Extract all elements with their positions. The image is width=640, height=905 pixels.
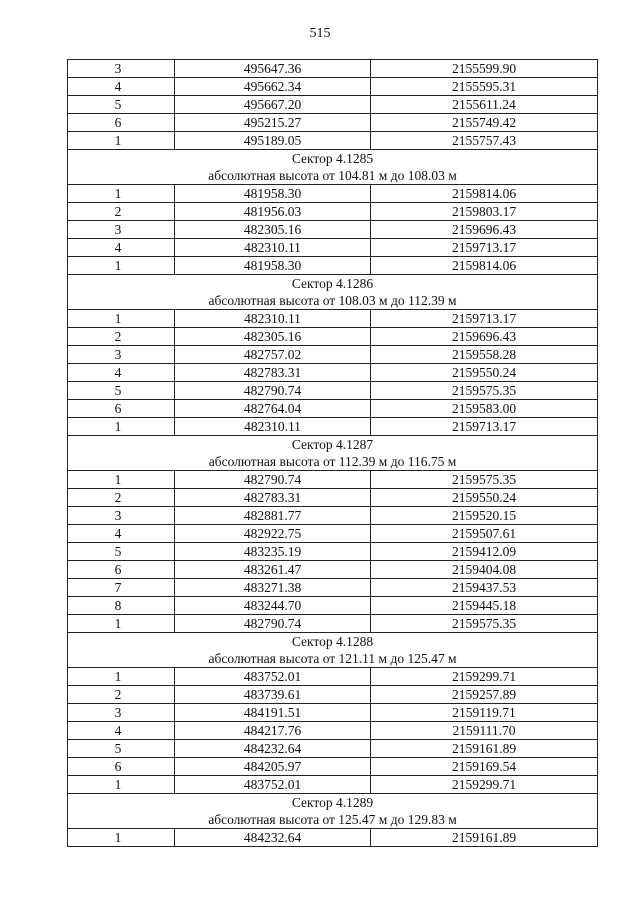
y-coordinate-cell: 2159169.54	[371, 758, 598, 776]
point-number-cell: 4	[68, 78, 175, 96]
point-number-cell: 4	[68, 722, 175, 740]
x-coordinate-cell: 483739.61	[175, 686, 371, 704]
x-coordinate-cell: 481956.03	[175, 203, 371, 221]
sector-altitude: абсолютная высота от 112.39 м до 116.75 м	[68, 453, 598, 471]
table-row	[68, 382, 598, 400]
x-coordinate-cell: 481958.30	[175, 185, 371, 203]
sector-title-row	[68, 275, 598, 293]
x-coordinate-cell: 484232.64	[175, 740, 371, 758]
y-coordinate-cell: 2159575.35	[371, 382, 598, 400]
table-row	[68, 203, 598, 221]
sector-altitude-row	[68, 292, 598, 310]
y-coordinate-cell: 2159696.43	[371, 221, 598, 239]
table-row	[68, 132, 598, 150]
x-coordinate-cell: 482790.74	[175, 615, 371, 633]
point-number-cell: 7	[68, 579, 175, 597]
y-coordinate-cell: 2159814.06	[371, 185, 598, 203]
y-coordinate-cell: 2159445.18	[371, 597, 598, 615]
table-row	[68, 60, 598, 78]
sector-title: Сектор 4.1289	[68, 794, 598, 812]
sector-title: Сектор 4.1287	[68, 436, 598, 454]
table-row	[68, 525, 598, 543]
point-number-cell: 6	[68, 114, 175, 132]
point-number-cell: 3	[68, 221, 175, 239]
sector-title-row	[68, 794, 598, 812]
table-row	[68, 668, 598, 686]
sector-title: Сектор 4.1285	[68, 150, 598, 168]
point-number-cell: 2	[68, 686, 175, 704]
x-coordinate-cell: 484205.97	[175, 758, 371, 776]
table-row	[68, 418, 598, 436]
table-row	[68, 221, 598, 239]
x-coordinate-cell: 483244.70	[175, 597, 371, 615]
table-row	[68, 78, 598, 96]
x-coordinate-cell: 483752.01	[175, 776, 371, 794]
y-coordinate-cell: 2159803.17	[371, 203, 598, 221]
y-coordinate-cell: 2155599.90	[371, 60, 598, 78]
point-number-cell: 4	[68, 239, 175, 257]
table-row	[68, 507, 598, 525]
table-row	[68, 346, 598, 364]
point-number-cell: 1	[68, 257, 175, 275]
x-coordinate-cell: 482757.02	[175, 346, 371, 364]
point-number-cell: 1	[68, 418, 175, 436]
point-number-cell: 5	[68, 382, 175, 400]
x-coordinate-cell: 482881.77	[175, 507, 371, 525]
x-coordinate-cell: 495189.05	[175, 132, 371, 150]
y-coordinate-cell: 2159161.89	[371, 740, 598, 758]
x-coordinate-cell: 484191.51	[175, 704, 371, 722]
coordinates-table-body	[68, 60, 598, 847]
point-number-cell: 1	[68, 668, 175, 686]
table-row	[68, 96, 598, 114]
table-row	[68, 310, 598, 328]
x-coordinate-cell: 484217.76	[175, 722, 371, 740]
table-row	[68, 704, 598, 722]
x-coordinate-cell: 482790.74	[175, 471, 371, 489]
table-row	[68, 185, 598, 203]
point-number-cell: 6	[68, 400, 175, 418]
y-coordinate-cell: 2159111.70	[371, 722, 598, 740]
sector-altitude-row	[68, 650, 598, 668]
x-coordinate-cell: 482783.31	[175, 489, 371, 507]
y-coordinate-cell: 2159814.06	[371, 257, 598, 275]
point-number-cell: 5	[68, 96, 175, 114]
sector-altitude: абсолютная высота от 108.03 м до 112.39 м	[68, 292, 598, 310]
table-row	[68, 543, 598, 561]
x-coordinate-cell: 483271.38	[175, 579, 371, 597]
x-coordinate-cell: 483261.47	[175, 561, 371, 579]
page-number: 515	[309, 26, 331, 41]
table-row	[68, 489, 598, 507]
point-number-cell: 1	[68, 132, 175, 150]
point-number-cell: 3	[68, 704, 175, 722]
point-number-cell: 5	[68, 740, 175, 758]
y-coordinate-cell: 2155611.24	[371, 96, 598, 114]
y-coordinate-cell: 2159257.89	[371, 686, 598, 704]
point-number-cell: 1	[68, 829, 175, 847]
sector-title: Сектор 4.1286	[68, 275, 598, 293]
y-coordinate-cell: 2159299.71	[371, 668, 598, 686]
point-number-cell: 1	[68, 776, 175, 794]
x-coordinate-cell: 482305.16	[175, 221, 371, 239]
x-coordinate-cell: 483235.19	[175, 543, 371, 561]
x-coordinate-cell: 482922.75	[175, 525, 371, 543]
point-number-cell: 2	[68, 328, 175, 346]
x-coordinate-cell: 482310.11	[175, 418, 371, 436]
table-row	[68, 114, 598, 132]
y-coordinate-cell: 2155757.43	[371, 132, 598, 150]
y-coordinate-cell: 2155595.31	[371, 78, 598, 96]
table-row	[68, 829, 598, 847]
table-row	[68, 758, 598, 776]
y-coordinate-cell: 2159713.17	[371, 418, 598, 436]
table-row	[68, 686, 598, 704]
y-coordinate-cell: 2159507.61	[371, 525, 598, 543]
table-row	[68, 722, 598, 740]
y-coordinate-cell: 2159520.15	[371, 507, 598, 525]
x-coordinate-cell: 495647.36	[175, 60, 371, 78]
y-coordinate-cell: 2159550.24	[371, 364, 598, 382]
table-row	[68, 239, 598, 257]
x-coordinate-cell: 482783.31	[175, 364, 371, 382]
y-coordinate-cell: 2159696.43	[371, 328, 598, 346]
point-number-cell: 4	[68, 364, 175, 382]
table-row	[68, 597, 598, 615]
point-number-cell: 5	[68, 543, 175, 561]
point-number-cell: 6	[68, 561, 175, 579]
point-number-cell: 6	[68, 758, 175, 776]
point-number-cell: 1	[68, 471, 175, 489]
y-coordinate-cell: 2159558.28	[371, 346, 598, 364]
x-coordinate-cell: 481958.30	[175, 257, 371, 275]
sector-altitude: абсолютная высота от 121.11 м до 125.47 м	[68, 650, 598, 668]
y-coordinate-cell: 2159119.71	[371, 704, 598, 722]
x-coordinate-cell: 482790.74	[175, 382, 371, 400]
point-number-cell: 2	[68, 203, 175, 221]
x-coordinate-cell: 482310.11	[175, 310, 371, 328]
y-coordinate-cell: 2159575.35	[371, 471, 598, 489]
point-number-cell: 8	[68, 597, 175, 615]
point-number-cell: 3	[68, 507, 175, 525]
point-number-cell: 1	[68, 185, 175, 203]
x-coordinate-cell: 495662.34	[175, 78, 371, 96]
sector-title-row	[68, 150, 598, 168]
sector-altitude-row	[68, 167, 598, 185]
x-coordinate-cell: 482764.04	[175, 400, 371, 418]
y-coordinate-cell: 2155749.42	[371, 114, 598, 132]
sector-altitude: абсолютная высота от 104.81 м до 108.03 м	[68, 167, 598, 185]
y-coordinate-cell: 2159575.35	[371, 615, 598, 633]
point-number-cell: 3	[68, 60, 175, 78]
table-row	[68, 615, 598, 633]
sector-altitude-row	[68, 453, 598, 471]
table-row	[68, 400, 598, 418]
y-coordinate-cell: 2159412.09	[371, 543, 598, 561]
sector-altitude-row	[68, 811, 598, 829]
table-row	[68, 776, 598, 794]
x-coordinate-cell: 483752.01	[175, 668, 371, 686]
y-coordinate-cell: 2159713.17	[371, 239, 598, 257]
table-row	[68, 257, 598, 275]
table-row	[68, 579, 598, 597]
point-number-cell: 1	[68, 310, 175, 328]
table-row	[68, 740, 598, 758]
table-row	[68, 471, 598, 489]
point-number-cell: 1	[68, 615, 175, 633]
point-number-cell: 3	[68, 346, 175, 364]
y-coordinate-cell: 2159550.24	[371, 489, 598, 507]
sector-altitude: абсолютная высота от 125.47 м до 129.83 м	[68, 811, 598, 829]
x-coordinate-cell: 495667.20	[175, 96, 371, 114]
table-row	[68, 328, 598, 346]
sector-title-row	[68, 633, 598, 651]
y-coordinate-cell: 2159299.71	[371, 776, 598, 794]
point-number-cell: 2	[68, 489, 175, 507]
coordinates-table	[67, 59, 598, 847]
table-row	[68, 364, 598, 382]
x-coordinate-cell: 482305.16	[175, 328, 371, 346]
y-coordinate-cell: 2159161.89	[371, 829, 598, 847]
point-number-cell: 4	[68, 525, 175, 543]
table-row	[68, 561, 598, 579]
x-coordinate-cell: 482310.11	[175, 239, 371, 257]
y-coordinate-cell: 2159713.17	[371, 310, 598, 328]
y-coordinate-cell: 2159583.00	[371, 400, 598, 418]
y-coordinate-cell: 2159404.08	[371, 561, 598, 579]
x-coordinate-cell: 484232.64	[175, 829, 371, 847]
x-coordinate-cell: 495215.27	[175, 114, 371, 132]
sector-title: Сектор 4.1288	[68, 633, 598, 651]
y-coordinate-cell: 2159437.53	[371, 579, 598, 597]
sector-title-row	[68, 436, 598, 454]
